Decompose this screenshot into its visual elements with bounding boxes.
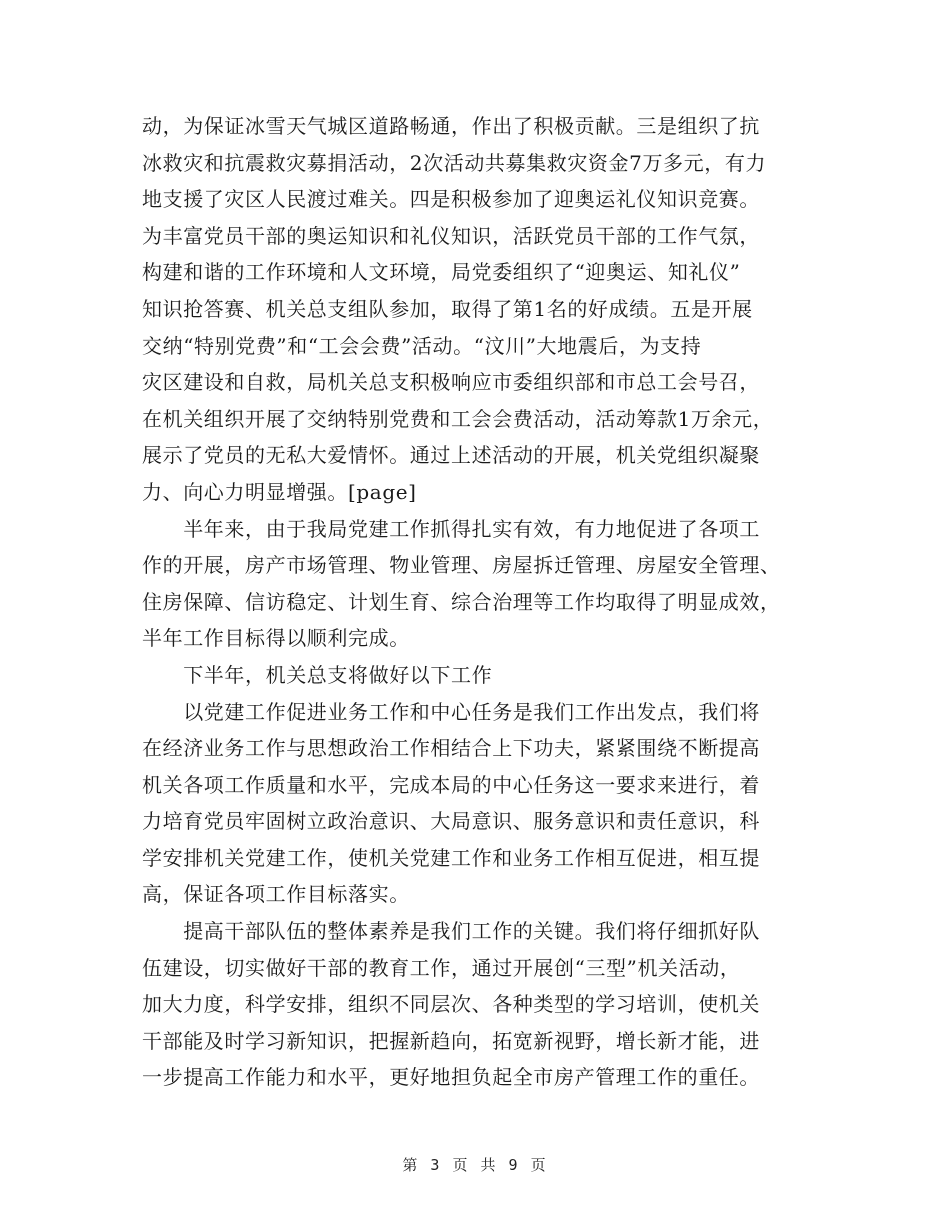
text-line: 半年来，由于我局党建工作抓得扎实有效，有力地促进了各项工 (142, 516, 760, 541)
text-line: 高，保证各项工作目标落实。 (142, 882, 410, 907)
text-line: 学安排机关党建工作，使机关党建工作和业务工作相互促进，相互提 (142, 845, 760, 870)
text-line: 半年工作目标得以顺利完成。 (142, 626, 410, 651)
document-body (142, 108, 822, 1096)
text-line: 力培育党员牢固树立政治意识、大局意识、服务意识和责任意识，科 (142, 809, 760, 834)
text-line: 构建和谐的工作环境和人文环境，局党委组织了“迎奥运、知礼仪” (142, 260, 741, 285)
text-line: 展示了党员的无私大爱情怀。通过上述活动的开展，机关党组织凝聚 (142, 443, 760, 468)
text-line: 在经济业务工作与思想政治工作相结合上下功夫，紧紧围绕不断提高 (142, 736, 760, 761)
text-line: 为丰富党员干部的奥运知识和礼仪知识，活跃党员干部的工作气氛， (142, 223, 760, 248)
text-line: 干部能及时学习新知识，把握新趋向，拓宽新视野，增长新才能，进 (142, 1028, 760, 1053)
text-line: 知识抢答赛、机关总支组队参加，取得了第1名的好成绩。五是开展 (142, 296, 753, 321)
text-line: 动，为保证冰雪天气城区道路畅通，作出了积极贡献。三是组织了抗 (142, 114, 760, 138)
text-line: 住房保障、信访稳定、计划生育、综合治理等工作均取得了明显成效， (142, 589, 781, 614)
text-line: 地支援了灾区人民渡过难关。四是积极参加了迎奥运礼仪知识竞赛。 (142, 187, 760, 212)
text-line: 加大力度，科学安排，组织不同层次、各种类型的学习培训，使机关 (142, 992, 760, 1017)
text-line: 提高干部队伍的整体素养是我们工作的关键。我们将仔细抓好队 (142, 919, 760, 944)
text-line: 作的开展，房产市场管理、物业管理、房屋拆迁管理、房屋安全管理、 (142, 553, 781, 578)
section-heading: 下半年，机关总支将做好以下工作 (142, 662, 493, 687)
text-line: 力、向心力明显增强。[page] (142, 479, 417, 504)
text-line: 灾区建设和自救，局机关总支积极响应市委组织部和市总工会号召， (142, 370, 760, 395)
text-line: 一步提高工作能力和水平，更好地担负起全市房产管理工作的重任。 (142, 1065, 760, 1090)
text-line: 以党建工作促进业务工作和中心任务是我们工作出发点，我们将 (142, 699, 760, 724)
page-number-footer: 第 3 页 共 9 页 (402, 1156, 548, 1174)
text-line: 在机关组织开展了交纳特别党费和工会会费活动，活动筹款1万余元， (142, 406, 774, 431)
text-line: 机关各项工作质量和水平，完成本局的中心任务这一要求来进行，着 (142, 772, 760, 797)
text-line: 交纳“特别党费”和“工会会费”活动。“汶川”大地震后，为支持 (142, 333, 702, 358)
text-line: 伍建设，切实做好干部的教育工作，通过开展创“三型”机关活动， (142, 955, 741, 980)
text-line: 冰救灾和抗震救灾募捐活动，2次活动共募集救灾资金7万多元，有力 (142, 150, 767, 175)
